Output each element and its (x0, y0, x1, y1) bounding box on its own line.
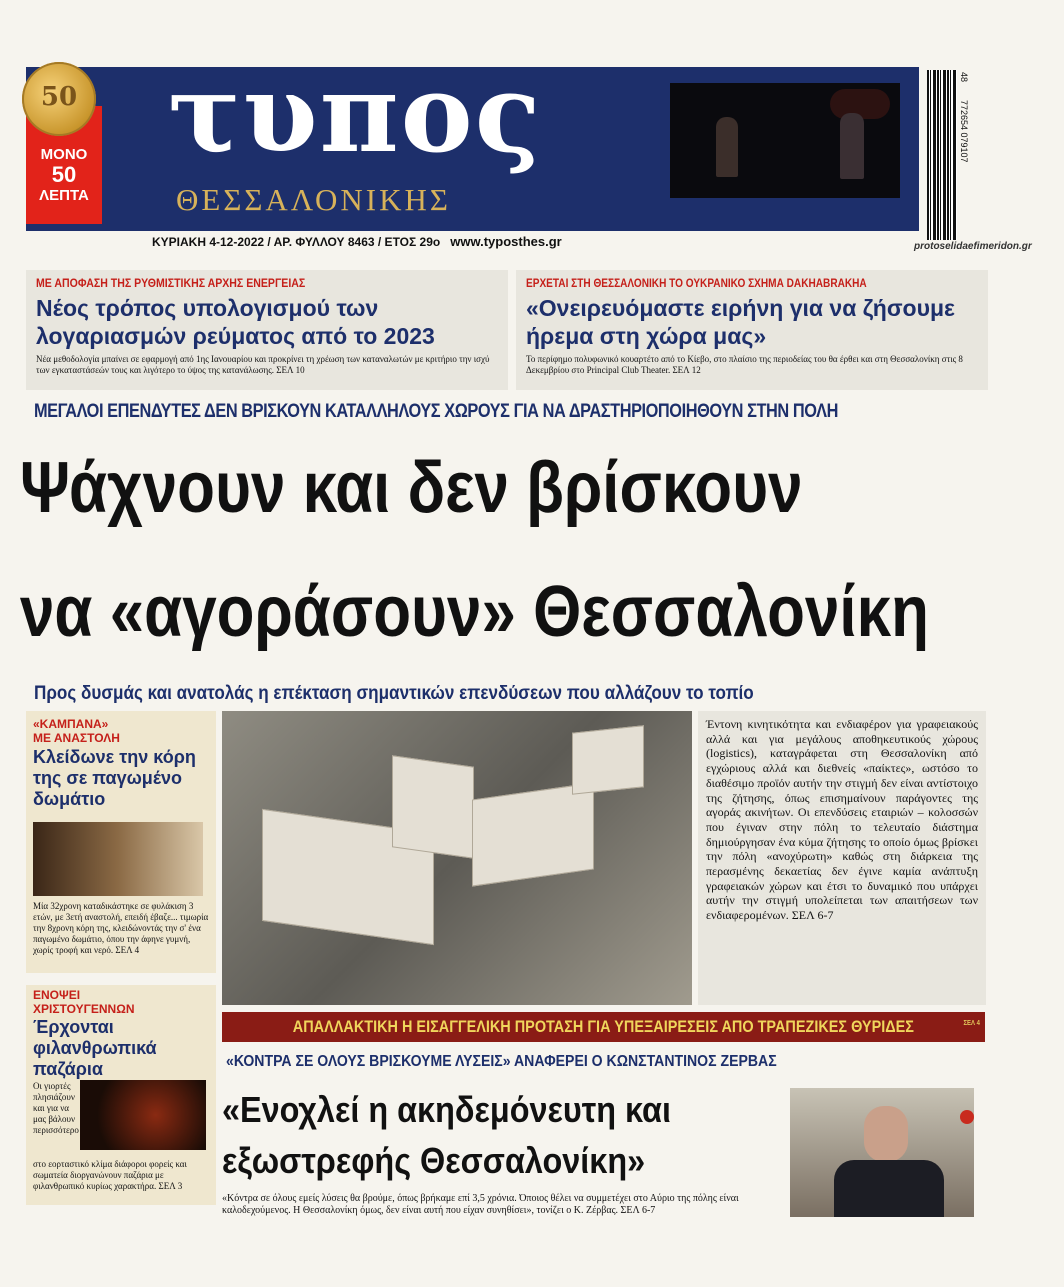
barcode-number: 772654 079107 (959, 100, 969, 163)
performer-figure (840, 113, 864, 179)
story-kicker: ΜΕ ΑΠΟΦΑΣΗ ΤΗΣ ΡΥΘΜΙΣΤΙΚΗΣ ΑΡΧΗΣ ΕΝΕΡΓΕΙΑΣ (36, 276, 306, 290)
gavel-photo (33, 822, 203, 896)
story-electricity (26, 270, 508, 390)
side-body-narrow: Οι γιορτές πλησιάζουν και για να μας βάλουν περισσότερο (33, 1081, 79, 1135)
aerial-photo (222, 711, 692, 1005)
sign-icon (960, 1110, 974, 1124)
barcode-issue: 48 (959, 72, 969, 83)
building (572, 725, 644, 795)
main-story-text (698, 711, 986, 1005)
banner-page: ΣΕΛ 4 (963, 1020, 980, 1027)
main-body: Έντονη κινητικότητα και ενδιαφέρον για γραφειακούς αλλά και για μεγάλους αποθηκευτικούς χώρους (logistics), καταγράφεται στη Θεσσαλονίκη από εγχώριους αλλά και διεθνείς «παίκτες», ωστόσο το διαθέσιμο προϊόν αυτήν την στιγμή δεν είναι αντίστοιχο της ζήτησης, όπως επισημαίνουν παράγοντες της αγοράς ακινήτων. Οι επενδύσεις εταιριών – κολοσσών που έγιναν στην πόλη το τελευταίο διάστημα δημιούργησαν ένα κύμα ζήτησης το οποίο όμως βρίσκει την πόλη «ανοχύρωτη» καθώς στη διάρκεια της περασμένης δεκαετίας δεν έγινε καμία ανάπτυξη γραφειακών χώρων και έτσι το δυναμικό που υπάρχει αυτήν την στιγμή υπολείπεται των απαιτήσεων των ενδιαφερομένων. ΣΕΛ 6-7 (706, 717, 978, 923)
price-line2: 50 (51, 162, 77, 187)
story-body: Νέα μεθοδολογία μπαίνει σε εφαρμογή από 1ης Ιανουαρίου και προκρίνει τη χρέωση των καταναλωτών με κριτήριο την ισχύ των εγκαταστάσεών τους και λιγότερο το ύψος της κατανάλωσης. ΣΕΛ 10 (36, 354, 490, 375)
main-overline: ΜΕΓΑΛΟΙ ΕΠΕΝΔΥΤΕΣ ΔΕΝ ΒΡΙΣΚΟΥΝ ΚΑΤΑΛΛΗΛΟΥΣ ΧΩΡΟΥΣ ΓΙΑ ΝΑ ΔΡΑΣΤΗΡΙΟΠΟΙΗΘΟΥΝ ΣΤΗΝ ΠΟΛΗ (34, 401, 838, 422)
main-headline-line1[interactable]: Ψάχνουν και δεν βρίσκουν (20, 448, 803, 528)
barcode (927, 70, 957, 240)
main-subhead: Προς δυσμάς και ανατολάς η επέκταση σημαντικών επενδύσεων που αλλάζουν το τοπίο (34, 683, 754, 704)
price-line1: ΜΟΝΟ (40, 146, 88, 163)
banner-text: ΑΠΑΛΛΑΚΤΙΚΗ Η ΕΙΣΑΓΓΕΛΙΚΗ ΠΡΟΤΑΣΗ ΓΙΑ ΥΠΕΞΑΙΡΕΣΕΙΣ ΑΠΟ ΤΡΑΠΕΖΙΚΕΣ ΘΥΡΙΔΕΣ (292, 1017, 915, 1036)
source-watermark: protoselidaefimeridon.gr (914, 241, 1032, 252)
side-kicker1: «ΚΑΜΠΑΝΑ» (33, 717, 109, 731)
bottom-kicker: «ΚΟΝΤΡΑ ΣΕ ΟΛΟΥΣ ΒΡΙΣΚΟΥΜΕ ΛΥΣΕΙΣ» ΑΝΑΦΕΡΕΙ Ο ΚΩΝΣΤΑΝΤΙΝΟΣ ΖΕΡΒΑΣ (226, 1053, 777, 1070)
bottom-body: «Κόντρα σε όλους εμείς λύσεις θα βρούμε, όπως βρήκαμε επί 3,5 χρόνια. Όποιος θέλει να συμμετέχει στο Αύριο της πόλης είναι καλοδεχούμενος. Η Θεσσαλονίκη όμως, δεν είναι αυτή που είχαν συνηθίσει», τονίζει ο Κ. Ζέρβας. ΣΕΛ 6-7 (222, 1193, 739, 1216)
side-body-wide: στο εορταστικό κλίμα διάφοροι φορείς και σωματεία διοργανώνουν παζάρια με φιλανθρωπικό κυρίως χαρακτήρα. ΣΕΛ 3 (33, 1159, 187, 1191)
christmas-photo (80, 1080, 206, 1150)
issue-info: ΚΥΡΙΑΚΗ 4-12-2022 / ΑΡ. ΦΥΛΛΟΥ 8463 / ΕΤΟΣ 29ο (152, 235, 441, 249)
story-dakhabrakha (516, 270, 988, 390)
newspaper-logo: τυπος (168, 51, 543, 177)
story-headline[interactable]: Νέος τρόπος υπολογισμού των λογαριασμών ρεύματος από το 2023 (36, 295, 435, 349)
story-body: Το περίφημο πολυφωνικό κουαρτέτο από το Κίεβο, στο πλαίσιο της περιοδείας του θα έρθει και στη Θεσσαλονίκη στις 8 Δεκεμβρίου στο Principal Club Theater. ΣΕΛ 12 (526, 354, 963, 375)
side-kicker2: ΜΕ ΑΝΑΣΤΟΛΗ (33, 731, 120, 745)
building (472, 782, 594, 886)
side-kicker1: ΕΝΟΨΕΙ (33, 988, 81, 1002)
building (392, 755, 474, 859)
bottom-headline-line1[interactable]: «Ενοχλεί η ακηδεμόνευτη και (222, 1089, 671, 1130)
story-kicker: ΕΡΧΕΤΑΙ ΣΤΗ ΘΕΣΣΑΛΟΝΙΚΗ ΤΟ ΟΥΚΡΑΝΙΚΟ ΣΧΗΜΑ DAKHABRAKHA (526, 276, 867, 290)
price-line3: ΛΕΠΤΑ (39, 187, 89, 204)
website-link[interactable]: www.typosthes.gr (450, 234, 562, 249)
side-headline[interactable]: Κλείδωνε την κόρη της σε παγωμένο δωμάτιο (33, 747, 196, 809)
side-body: Μία 32χρονη καταδικάστηκε σε φυλάκιση 3 ετών, με 3ετή αναστολή, επειδή έβαζε... τιμωρία την 8χρονη κόρη της, κλειδώνοντάς την σ' ένα παγωμένο δωμάτιο, όπου την άφηνε γυμνή, χωρίς τροφή και νερό. ΣΕΛ 4 (33, 901, 209, 955)
face-shape (864, 1106, 908, 1162)
newspaper-logo-subtitle: ΘΕΣΣΑΛΟΝΙΚΗΣ (176, 182, 451, 217)
side-headline[interactable]: Έρχονται φιλανθρωπικά παζάρια (33, 1017, 157, 1079)
bottom-headline-line2[interactable]: εξωστρεφής Θεσσαλονίκη» (222, 1140, 646, 1181)
side-kicker2: ΧΡΙΣΤΟΥΓΕΝΝΩΝ (33, 1002, 135, 1016)
coin-icon (22, 62, 96, 136)
dateline (152, 234, 562, 249)
banner-story[interactable] (222, 1012, 985, 1042)
coin-value: 50 (40, 82, 78, 112)
main-headline-line2[interactable]: να «αγοράσουν» Θεσσαλονίκη (20, 572, 929, 652)
zervas-photo (790, 1088, 974, 1217)
performer-figure (716, 117, 738, 177)
suit-shape (834, 1160, 944, 1217)
story-headline[interactable]: «Ονειρευόμαστε ειρήνη για να ζήσουμε ήρεμα στη χώρα μας» (526, 295, 955, 349)
concert-photo (670, 83, 900, 198)
